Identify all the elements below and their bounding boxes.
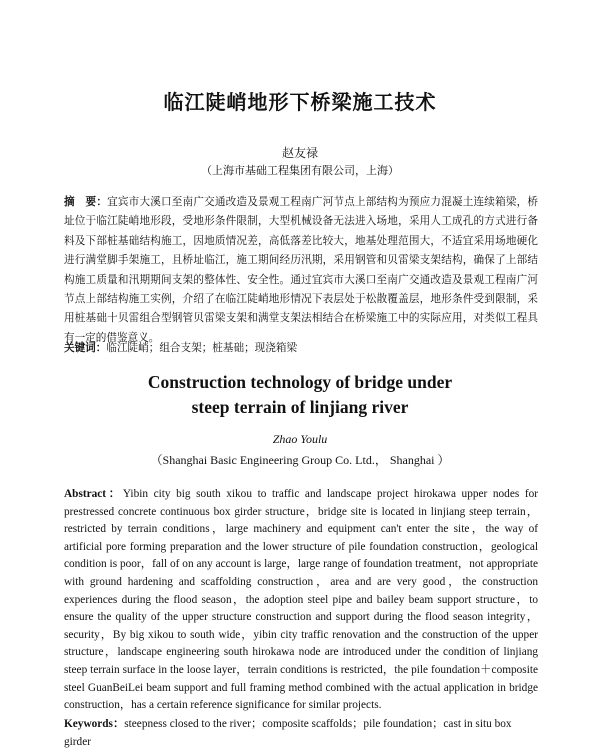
english-title bbox=[0, 370, 600, 420]
english-abstract bbox=[64, 486, 538, 715]
chinese-abstract bbox=[64, 193, 538, 348]
english-keywords bbox=[64, 716, 538, 751]
chinese-keywords-label: 关键词： bbox=[64, 342, 107, 354]
chinese-keywords-text: 临江陡峭；组合支架；桩基础；现浇箱梁 bbox=[106, 342, 298, 354]
english-abstract-label: Abstract： bbox=[64, 488, 123, 500]
english-title-line1: Construction technology of bridge under bbox=[147, 372, 453, 392]
english-title-line2: steep terrain of linjiang river bbox=[191, 397, 409, 417]
english-author: Zhao Youlu bbox=[272, 432, 328, 446]
chinese-abstract-text: 宜宾市大溪口至南广交通改造及景观工程南广河节点上部结构为预应力混凝土连续箱梁，桥址位于临江陡峭地形段，受地形条件限制，大型机械设备无法进入场地，采用人工成孔的方式进行备料及下部桩基础结构施工，因地质情况差，高低落差比较大，地基处理范围大，不适宜采用场地硬化进行满堂脚手架施工，且桥址临江，施工期间经历汛期，采用钢管和贝雷梁支架结构，确保了上部结构施工质量和汛期期间支架的整体性、安全性。通过宜宾市大溪口至南广交通改造及景观工程南广河节点上部结构施工实例，介绍了在临江陡峭地形情况下表层处于松散覆盖层，地形条件受到限制，采用桩基础十贝雷组合型钢管贝雷梁支架和满堂支架法相结合在桥梁施工中的实际应用，对类似工程具有一定的借鉴意义。 bbox=[64, 196, 538, 344]
chinese-abstract-label: 摘 要： bbox=[64, 196, 108, 208]
english-affiliation: （Shanghai Basic Engineering Group Co. Ltd.， Shanghai ） bbox=[150, 453, 450, 467]
english-keywords-text: steepness closed to the river；composite scaffolds；pile foundation；cast in situ box girder bbox=[64, 718, 512, 748]
english-keywords-label: Keywords： bbox=[64, 718, 125, 730]
chinese-keywords bbox=[64, 339, 538, 358]
chinese-author: 赵友禄 bbox=[281, 146, 318, 160]
chinese-affiliation: （上海市基础工程集团有限公司，上海） bbox=[201, 164, 399, 177]
english-abstract-text: Yibin city big south xikou to traffic and landscape project hirokawa upper nodes for prestressed concrete continuous box girder structure，bridge site is located in linjiang steep terrain，restricted by terrain conditions，large machinery and equipment can't enter the site，the way of artificial pore forming preparation and the lower structure of pile foundation construction，geological condition is poor，fall of on any account is large，large range of foundation treatment，not appropriate with ground hardening and scaffolding construction，area and are very good，the construction experiences during the flood season，the adoption steel pipe and bailey beam support structure，to ensure the quality of the upper structure construction and support during the flood season integrity，security，By big xikou to south wide，yibin city traffic renovation and the construction of the upper structure，landscape engineering south hirokawa node are introduced under the condition of linjiang steep terrain surface in the loose layer，terrain conditions is restricted，the pile foundation＋composite steel GuanBeiLei beam support and full framing method combined with the actual application in bridge construction，has a certain reference significance for similar projects. bbox=[64, 488, 538, 712]
chinese-title: 临江陡峭地形下桥梁施工技术 bbox=[163, 90, 437, 114]
